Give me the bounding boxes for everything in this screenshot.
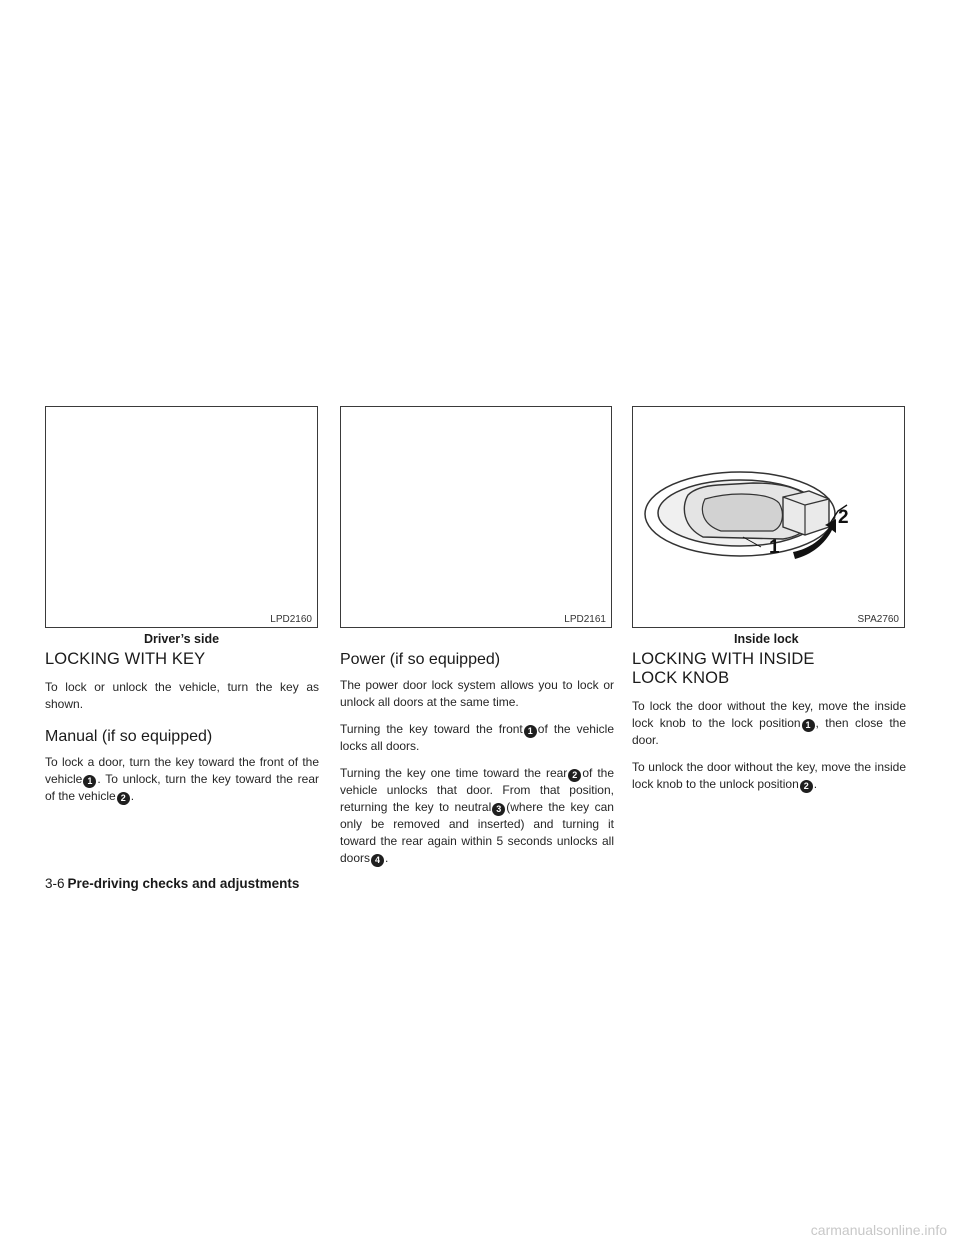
paragraph: To lock or unlock the vehicle, turn the key as shown. — [45, 680, 319, 711]
watermark: carmanualsonline.info — [810, 1222, 947, 1238]
section-heading: LOCKING WITH KEY — [45, 650, 206, 668]
paragraph: To unlock the door without the key, move the inside lock knob to the unlock position 2 . — [632, 760, 906, 791]
paragraph: To lock a door, turn the key toward the front of the vehicle 1 . To unlock, turn the key toward the rear of the vehicle 2 . — [45, 755, 319, 803]
paragraph: The power door lock system allows you to lock or unlock all doors at the same time. — [340, 678, 614, 709]
step-marker-1: 1 — [83, 775, 96, 788]
figure-code: LPD2160 — [270, 614, 312, 625]
section-heading: LOCKING WITH INSIDE LOCK KNOB — [632, 650, 815, 687]
paragraph: Turning the key one time toward the rear 2 of the vehicle unlocks that door. From that position, returning the key to neutral 3 (where the key can only be removed and inserted) and turning it toward the rear again within 5 seconds unlocks all doors 4 . — [340, 766, 614, 865]
step-marker-4: 4 — [371, 854, 384, 867]
subheading-power: Power (if so equipped) — [340, 651, 501, 668]
page-footer — [45, 876, 299, 891]
step-marker-2: 2 — [117, 792, 130, 805]
figure-code: LPD2161 — [564, 614, 606, 625]
column-power — [340, 646, 614, 877]
paragraph: To lock the door without the key, move the inside lock knob to the lock position 1 , then close the door. — [632, 699, 907, 747]
step-marker-2: 2 — [568, 769, 581, 782]
step-marker-3: 3 — [492, 803, 505, 816]
chapter-title: Pre-driving checks and adjustments — [67, 876, 300, 891]
figure-inside-lock — [632, 406, 905, 628]
step-marker-2: 2 — [800, 780, 813, 793]
paragraph: Turning the key toward the front 1 of the vehicle locks all doors. — [340, 722, 614, 753]
step-marker-1: 1 — [802, 719, 815, 732]
column-inside-lock-knob — [632, 646, 906, 803]
step-marker-1: 1 — [524, 725, 537, 738]
figure-drivers-side — [45, 406, 318, 628]
figure-power-lock — [340, 406, 612, 628]
inside-lock-illustration — [633, 407, 904, 627]
callout-2: 2 — [838, 507, 849, 528]
callout-1: 1 — [769, 537, 780, 558]
subheading-manual: Manual (if so equipped) — [45, 728, 213, 745]
page-number: 3-6 — [45, 876, 65, 891]
figure-caption-inside-lock: Inside lock — [734, 632, 799, 646]
column-locking-with-key — [45, 646, 319, 815]
figure-caption-drivers-side: Driver’s side — [144, 632, 220, 646]
figure-code: SPA2760 — [857, 614, 899, 625]
